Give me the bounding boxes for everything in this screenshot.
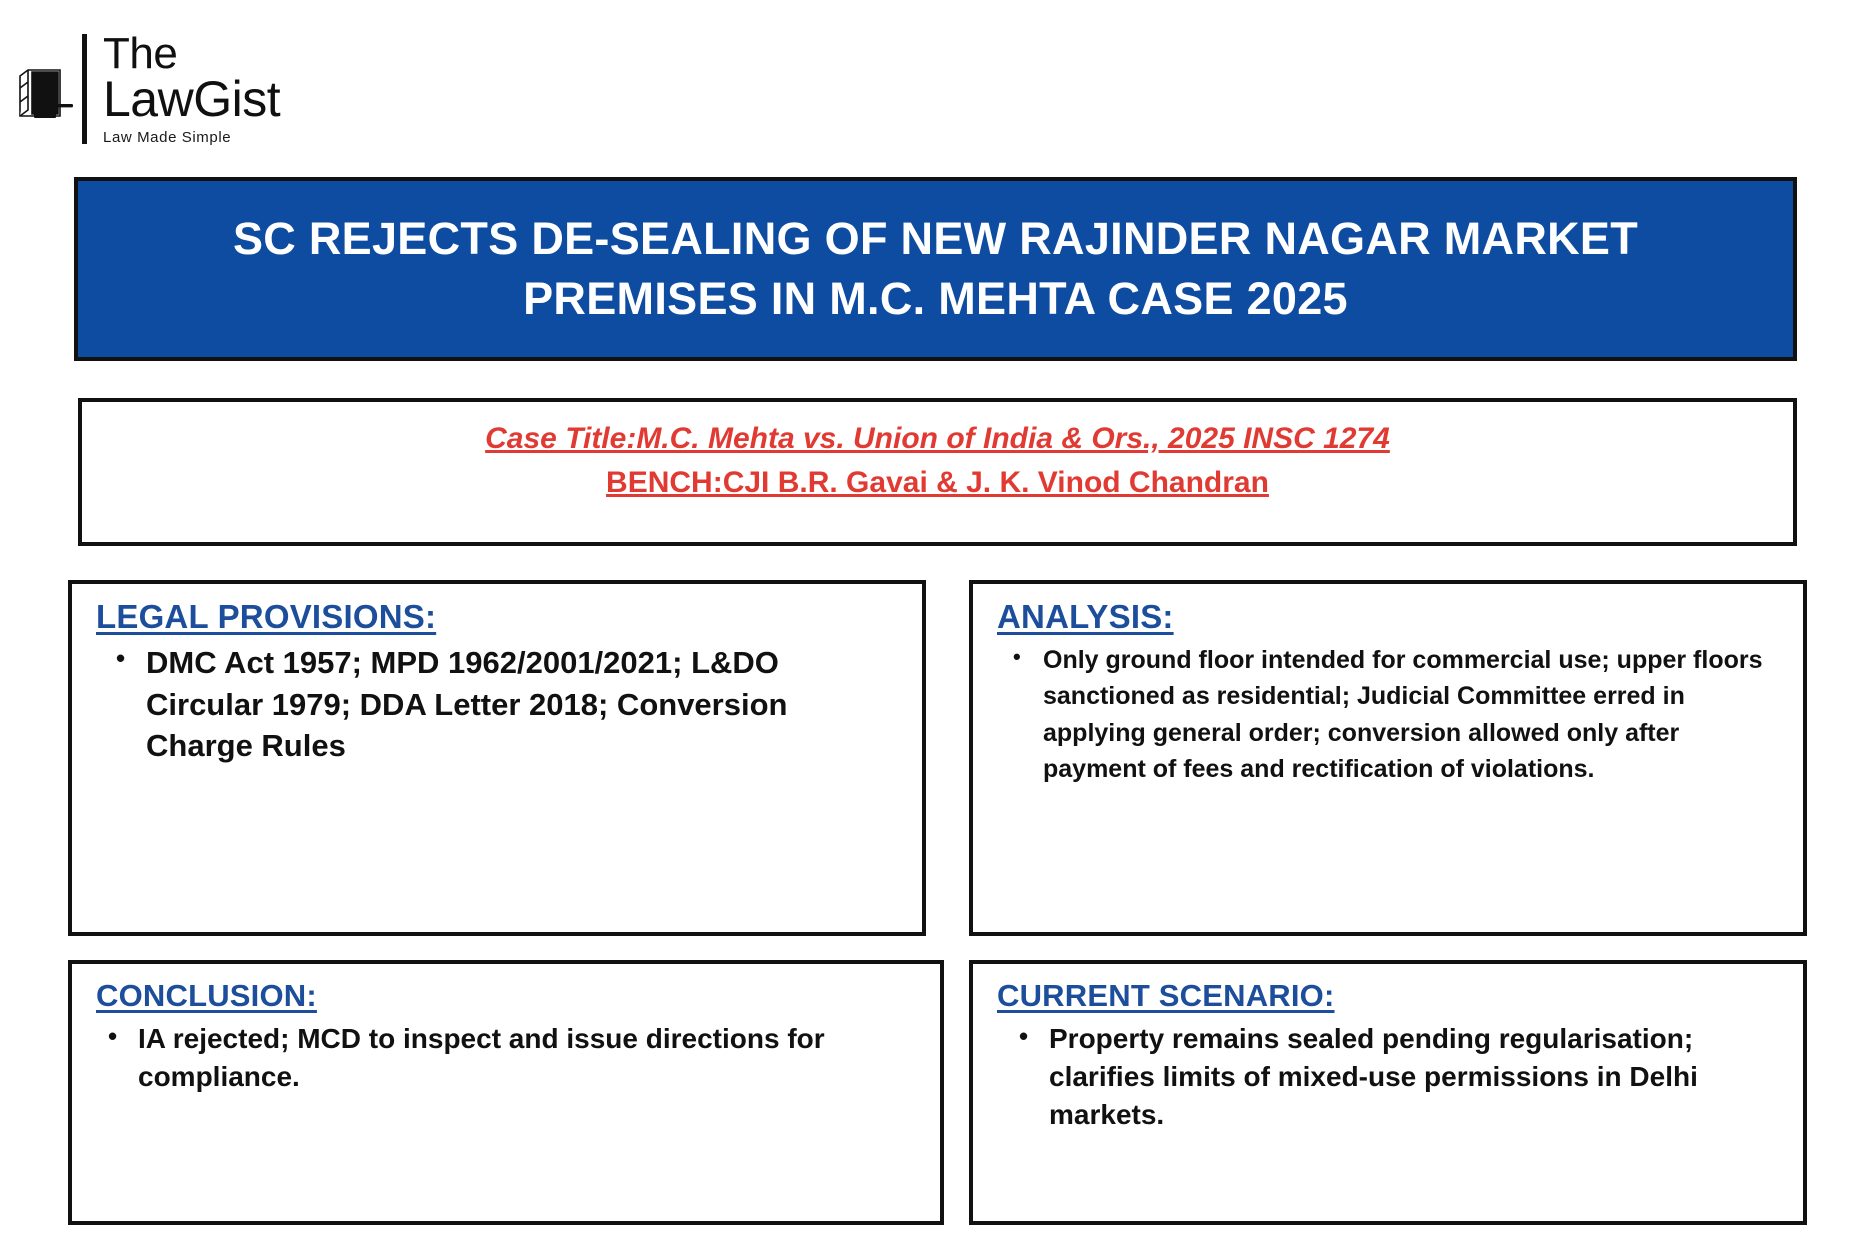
panel-legal-provisions-heading: LEGAL PROVISIONS: bbox=[96, 598, 437, 635]
headline-banner bbox=[74, 177, 1797, 361]
logo-divider bbox=[82, 34, 87, 144]
panel-conclusion-list bbox=[90, 1020, 920, 1096]
headline-line-1: SC REJECTS DE-SEALING OF NEW RAJINDER NAGAR MARKET bbox=[232, 213, 1639, 265]
law-books-gavel-icon bbox=[10, 46, 78, 130]
bench-text: BENCH:CJI B.R. Gavai & J. K. Vinod Chandran bbox=[606, 466, 1269, 500]
panel-legal-provisions-list bbox=[90, 642, 902, 767]
headline-line-2: PREMISES IN M.C. MEHTA CASE 2025 bbox=[523, 273, 1348, 324]
panel-current-scenario-list bbox=[991, 1020, 1783, 1134]
brand-name-line2: LawGist bbox=[103, 71, 281, 128]
list-item: • Only ground floor intended for commercial use; upper floors sanctioned as residential; Judicial Committee erred in applying general order; conversion allowed only after payment of fees and rectification of violations. bbox=[1043, 642, 1783, 787]
panel-legal-provisions bbox=[68, 580, 926, 936]
brand-tagline: Law Made Simple bbox=[103, 129, 232, 147]
list-item: • Property remains sealed pending regularisation; clarifies limits of mixed-use permissions in Delhi markets. bbox=[1049, 1020, 1783, 1134]
panel-conclusion-heading: CONCLUSION: bbox=[96, 978, 317, 1013]
case-title-text: Case Title:M.C. Mehta vs. Union of India & Ors., 2025 INSC 1274 bbox=[485, 422, 1390, 455]
list-item: • DMC Act 1957; MPD 1962/2001/2021; L&DO Circular 1979; DDA Letter 2018; Conversion Charge Rules bbox=[146, 642, 902, 767]
panel-current-scenario-heading: CURRENT SCENARIO: bbox=[997, 978, 1335, 1013]
panel-analysis-heading: ANALYSIS: bbox=[997, 598, 1174, 635]
list-item: • IA rejected; MCD to inspect and issue directions for compliance. bbox=[138, 1020, 920, 1096]
case-citation-box bbox=[78, 398, 1797, 546]
panel-analysis bbox=[969, 580, 1807, 936]
panel-conclusion bbox=[68, 960, 944, 1225]
brand-name-line1: The bbox=[103, 29, 178, 78]
panel-analysis-list bbox=[991, 642, 1783, 787]
panel-current-scenario bbox=[969, 960, 1807, 1225]
brand-logo bbox=[10, 29, 281, 147]
